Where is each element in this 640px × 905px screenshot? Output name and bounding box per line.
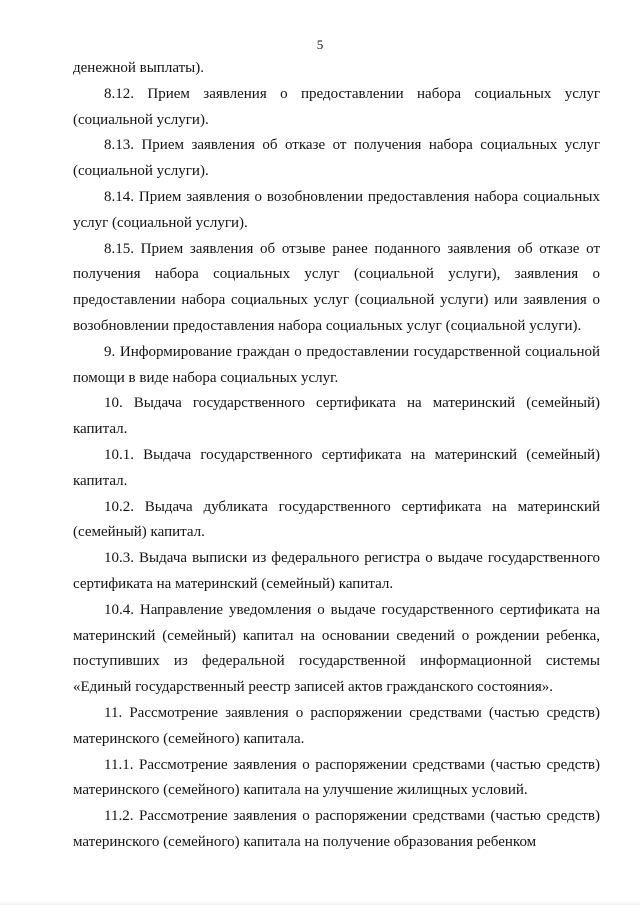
scan-edge-shadow bbox=[0, 901, 640, 905]
paragraph-10-1: 10.1. Выдача государственного сертификата на материнский (семейный) капитал. bbox=[73, 446, 600, 489]
paragraph-continuation: денежной выплаты). bbox=[73, 60, 204, 76]
paragraph-11-1: 11.1. Рассмотрение заявления о распоряжении средствами (частью средств) материнского (семейного) капитала на улучшение жилищных условий. bbox=[73, 756, 600, 799]
paragraph-9: 9. Информирование граждан о предоставлении государственной социальной помощи в виде набора социальных услуг. bbox=[73, 343, 600, 386]
paragraph-11: 11. Рассмотрение заявления о распоряжении средствами (частью средств) материнского (семейного) капитала. bbox=[73, 704, 600, 747]
paragraph-10-3: 10.3. Выдача выписки из федерального регистра о выдаче государственного сертификата на материнский (семейный) капитал. bbox=[73, 550, 600, 592]
paragraph-8-12: 8.12. Прием заявления о предоставлении набора социальных услуг (социальной услуги). bbox=[73, 85, 600, 128]
document-body bbox=[73, 56, 600, 856]
paragraph-10-4: 10.4. Направление уведомления о выдаче государственного сертификата на материнский (семейный) капитал на основании сведений о рождении ребенка, поступивших из федеральной государственной информационной системы «Единый государственный реестр записей актов гражданского состояния». bbox=[73, 601, 600, 696]
paragraph-8-14: 8.14. Прием заявления о возобновлении предоставления набора социальных услуг (социальной услуги). bbox=[73, 188, 600, 231]
paragraph-8-13: 8.13. Прием заявления об отказе от получения набора социальных услуг (социальной услуги). bbox=[73, 137, 600, 180]
paragraph-10: 10. Выдача государственного сертификата на материнский (семейный) капитал. bbox=[73, 395, 600, 438]
paragraph-8-15: 8.15. Прием заявления об отзыве ранее поданного заявления об отказе от получения набора социальных услуг (социальной услуги), заявления о предоставлении набора социальных услуг (социальной услуги) или заявления о возобновлении предоставления набора социальных услуг (социальной услуги). bbox=[73, 240, 600, 334]
paragraph-11-2: 11.2. Рассмотрение заявления о распоряжении средствами (частью средств) материнского (семейного) капитала на получение образования ребенком bbox=[73, 808, 600, 850]
page-number: 5 bbox=[316, 37, 324, 52]
paragraph-10-2: 10.2. Выдача дубликата государственного сертификата на материнский (семейный) капитал. bbox=[73, 498, 600, 541]
